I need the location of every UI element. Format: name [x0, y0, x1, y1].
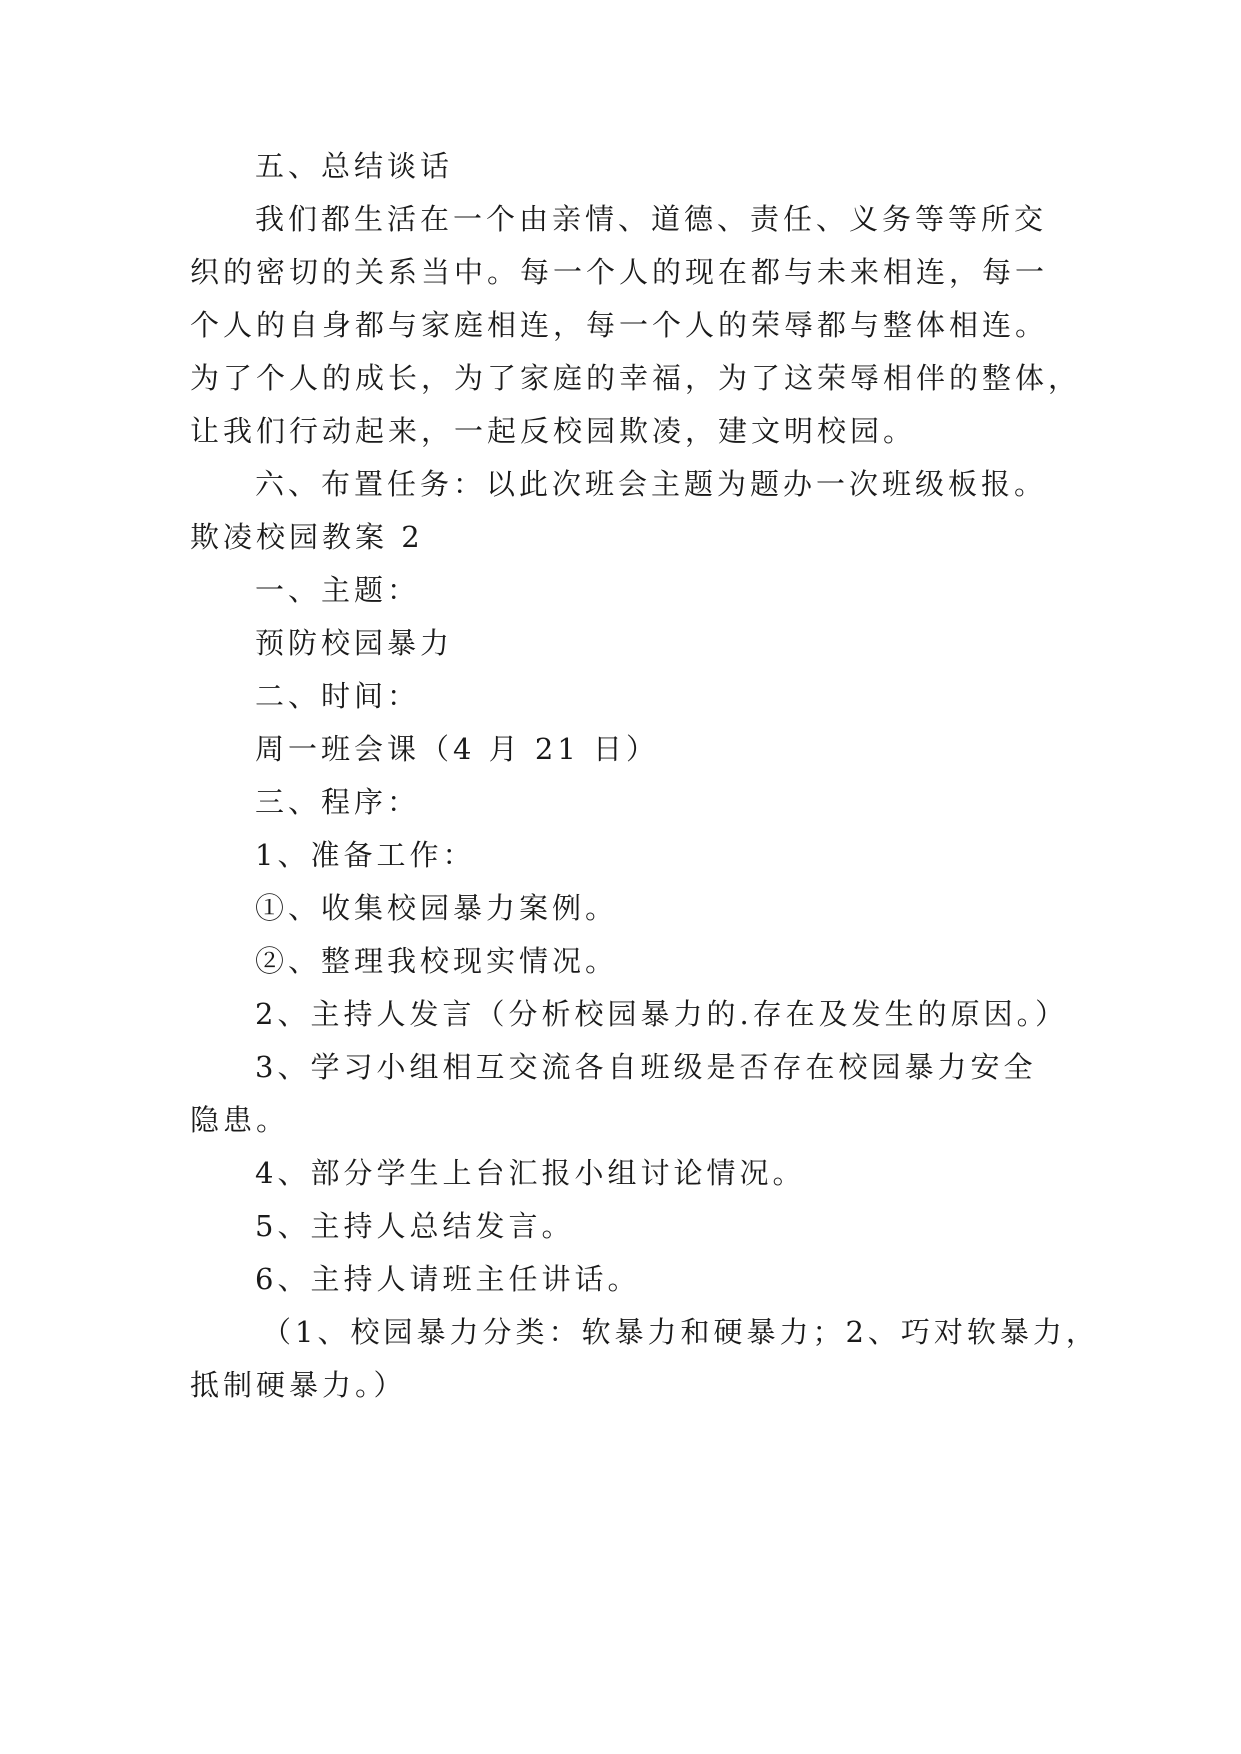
- paragraph-line: 让我们行动起来，一起反校园欺凌，建文明校园。: [190, 414, 917, 448]
- list-item: ①、收集校园暴力案例。: [255, 891, 619, 925]
- list-item: 4、部分学生上台汇报小组讨论情况。: [255, 1156, 806, 1190]
- note-line-continuation: 抵制硬暴力。）: [190, 1368, 407, 1402]
- time-text: 周一班会课（4 月 21 日）: [255, 732, 660, 766]
- section-heading-time: 二、时间：: [255, 679, 421, 713]
- section-heading-task: 六、布置任务：以此次班会主题为题办一次班级板报。: [255, 467, 1048, 501]
- section-heading-theme: 一、主题：: [255, 573, 421, 607]
- paragraph-line: 为了个人的成长，为了家庭的幸福，为了这荣辱相伴的整体，: [190, 361, 1082, 395]
- paragraph-line: 织的密切的关系当中。每一个人的现在都与未来相连，每一: [190, 255, 1049, 289]
- list-item: 2、主持人发言（分析校园暴力的.存在及发生的原因。）: [255, 997, 1069, 1031]
- theme-text: 预防校园暴力: [255, 626, 454, 660]
- list-item-continuation: 隐患。: [190, 1103, 290, 1137]
- list-item: 5、主持人总结发言。: [255, 1209, 575, 1243]
- list-item: 6、主持人请班主任讲话。: [255, 1262, 641, 1296]
- list-item: ②、整理我校现实情况。: [255, 944, 619, 978]
- note-line: （1、校园暴力分类：软暴力和硬暴力；2、巧对软暴力，: [262, 1315, 1099, 1349]
- section-heading-procedure: 三、程序：: [255, 785, 421, 819]
- list-item: 3、学习小组相互交流各自班级是否存在校园暴力安全: [255, 1050, 1037, 1084]
- paragraph-line: 个人的自身都与家庭相连，每一个人的荣辱都与整体相连。: [190, 308, 1049, 342]
- document-title: 欺凌校园教案 2: [190, 520, 424, 554]
- paragraph-line: 我们都生活在一个由亲情、道德、责任、义务等等所交: [255, 202, 1048, 236]
- section-heading-summary: 五、总结谈话: [255, 149, 454, 183]
- list-item: 1、准备工作：: [255, 838, 476, 872]
